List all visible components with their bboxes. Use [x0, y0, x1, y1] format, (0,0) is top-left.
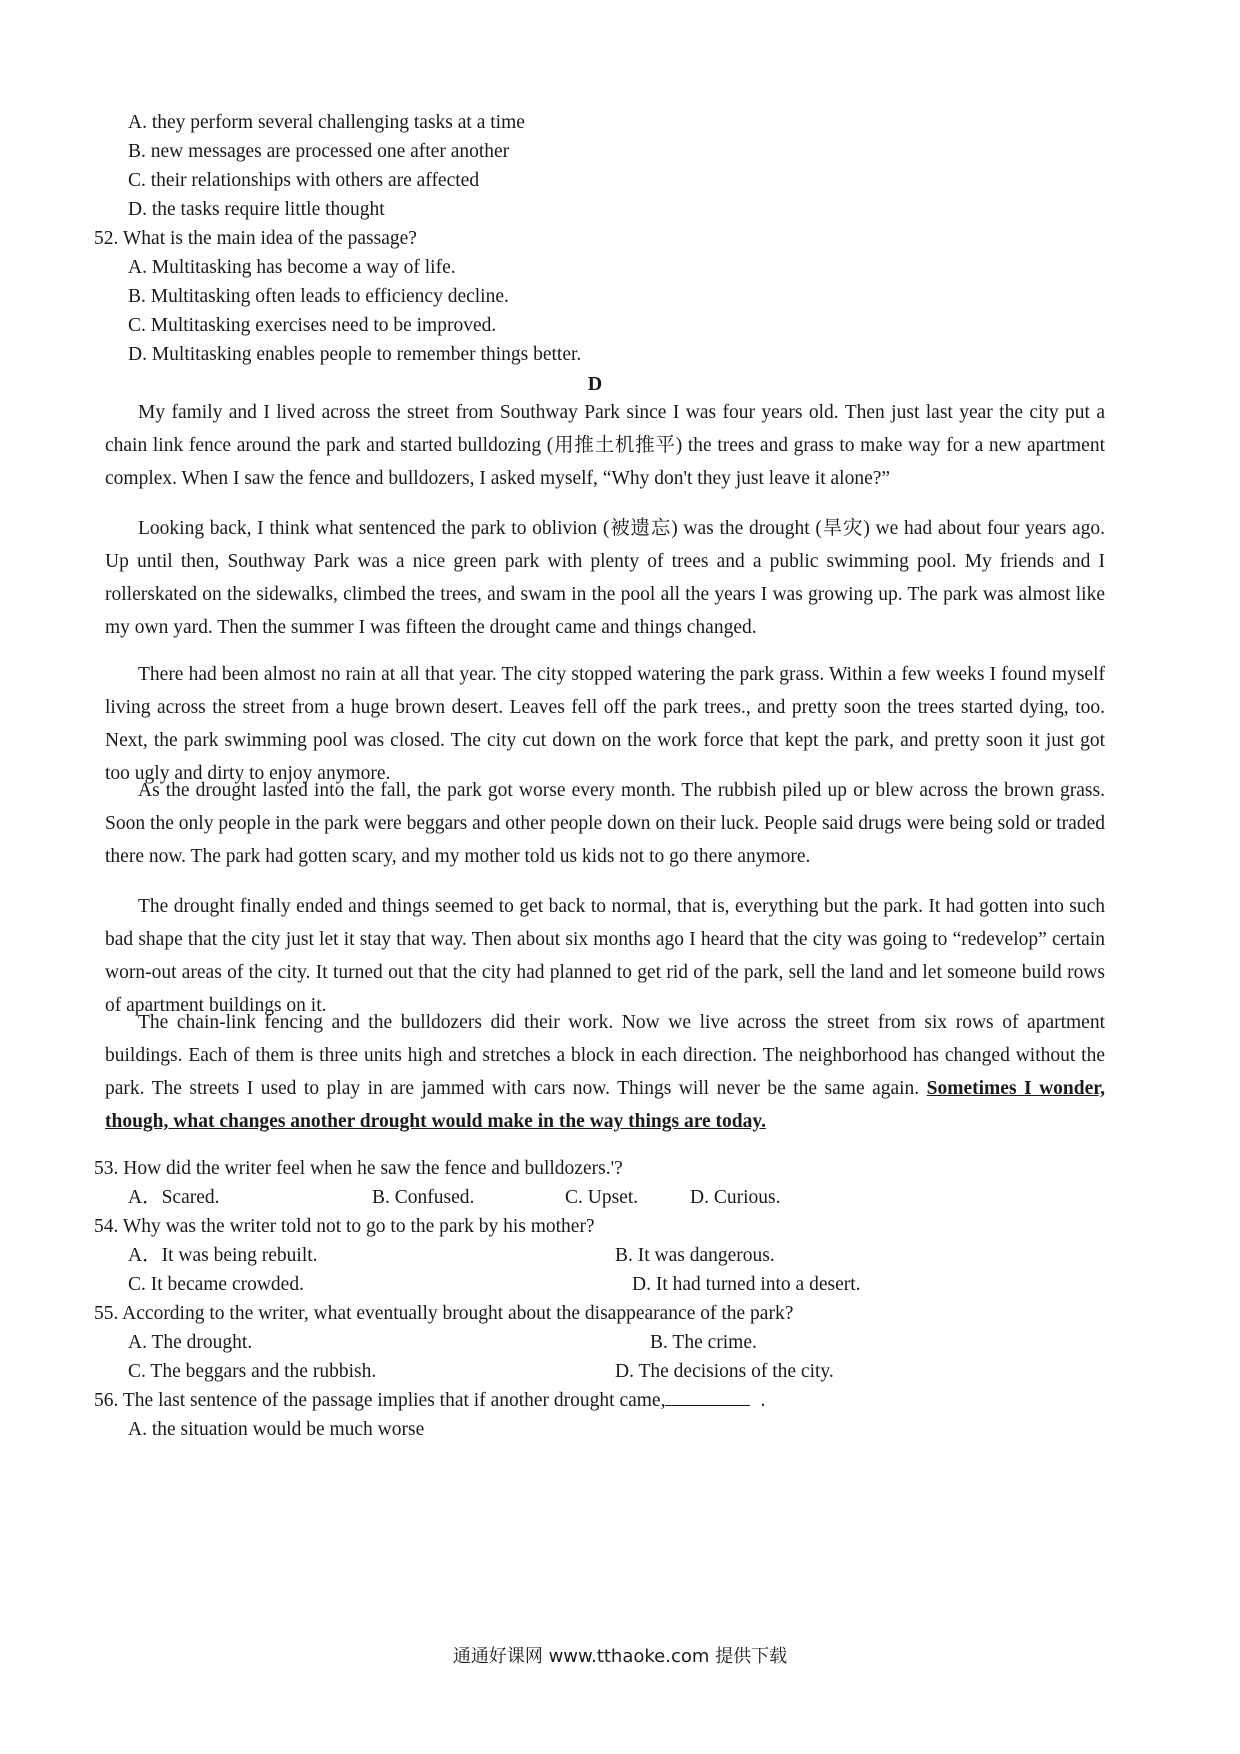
footer-source: 通通好课网 www.tthaoke.com 提供下载: [452, 1646, 788, 1667]
q54-option-d: D. It had turned into a desert.: [632, 1274, 861, 1295]
q56-stem-text: 56. The last sentence of the passage implies that if another drought came,: [94, 1390, 666, 1411]
q55-option-a: A. The drought.: [128, 1332, 253, 1353]
q52-option-b: B. Multitasking often leads to efficiency decline.: [128, 286, 509, 307]
q54-option-c: C. It became crowded.: [128, 1274, 304, 1295]
q53-option-d: D. Curious.: [690, 1187, 781, 1208]
q52-option-c: C. Multitasking exercises need to be improved.: [128, 315, 497, 336]
q51-option-b: B. new messages are processed one after another: [128, 141, 510, 162]
q51-option-a: A. they perform several challenging tasks at a time: [128, 112, 525, 133]
passage-paragraph-3: There had been almost no rain at all that year. The city stopped watering the park grass. Within a few weeks I found myself living across the street from a huge brown desert. Leaves fell off the park trees., and pretty soon the trees started dying, too. Next, the park swimming pool was closed. The city cut down on the work force that kept the park, and pretty soon it just got too ugly and dirty to enjoy anymore.: [105, 664, 1105, 784]
section-heading: D: [587, 373, 603, 395]
q55-stem: 55. According to the writer, what eventually brought about the disappearance of the park?: [94, 1303, 794, 1324]
q51-option-d: D. the tasks require little thought: [128, 199, 385, 220]
paragraph-6-text: The chain-link fencing and the bulldozers did their work. Now we live across the street from six rows of apartment buildings. Each of them is three units high and stretches a block in each direction. The neighborhood has changed without the park. The streets I used to play in are jammed with cars now. Things will never be the same again.: [105, 1012, 1105, 1099]
q53-stem: 53. How did the writer feel when he saw the fence and bulldozers.'?: [94, 1158, 623, 1179]
passage-paragraph-2: Looking back, I think what sentenced the park to oblivion (被遗忘) was the drought (旱灾) we had about four years ago. Up until then, Southway Park was a nice green park with plenty of trees and a public swimming pool. My friends and I rollerskated on the sidewalks, climbed the trees, and swam in the pool all the years I was growing up. The park was almost like my own yard. Then the summer I was fifteen the drought came and things changed.: [105, 518, 1105, 638]
q55-option-b: B. The crime.: [650, 1332, 757, 1353]
q56-option-a: A. the situation would be much worse: [128, 1419, 425, 1440]
q53-option-b: B. Confused.: [372, 1187, 475, 1208]
passage-paragraph-4: As the drought lasted into the fall, the park got worse every month. The rubbish piled up or blew across the brown grass. Soon the only people in the park were beggars and other people down on their luck. People said drugs were being sold or traded there now. The park had gotten scary, and my mother told us kids not to go there anymore.: [105, 780, 1105, 867]
q54-stem: 54. Why was the writer told not to go to the park by his mother?: [94, 1216, 595, 1237]
q54-option-a: A．It was being rebuilt.: [128, 1245, 318, 1266]
q52-stem: 52. What is the main idea of the passage?: [94, 228, 417, 249]
q52-option-a: A. Multitasking has become a way of life.: [128, 257, 456, 278]
q55-option-c: C. The beggars and the rubbish.: [128, 1361, 377, 1382]
answer-blank: [665, 1387, 750, 1406]
q51-option-c: C. their relationships with others are affected: [128, 170, 480, 191]
passage-paragraph-5: The drought finally ended and things seemed to get back to normal, that is, everything but the park. It had gotten into such bad shape that the city just let it stay that way. Then about six months ago I heard that the city was going to “redevelop” certain worn-out areas of the city. It turned out that the city had planned to get rid of the park, sell the land and let someone build rows of apartment buildings on it.: [105, 896, 1105, 1016]
q53-option-c: C. Upset.: [565, 1187, 639, 1208]
passage-paragraph-6: [105, 1006, 1105, 1138]
q56-stem-end: .: [760, 1390, 766, 1411]
q53-option-a: A．Scared.: [128, 1187, 220, 1208]
q54-option-b: B. It was dangerous.: [615, 1245, 775, 1266]
passage-paragraph-1: My family and I lived across the street from Southway Park since I was four years old. Then just last year the city put a chain link fence around the park and started bulldozing (用推土机推平) the trees and grass to make way for a new apartment complex. When I saw the fence and bulldozers, I asked myself, “Why don't they just leave it alone?”: [105, 402, 1105, 489]
q52-option-d: D. Multitasking enables people to remember things better.: [128, 344, 582, 365]
underlined-sentence: Sometimes I wonder, though, what changes another drought would make in the way things are today.: [105, 1078, 1106, 1132]
q55-option-d: D. The decisions of the city.: [615, 1361, 834, 1382]
